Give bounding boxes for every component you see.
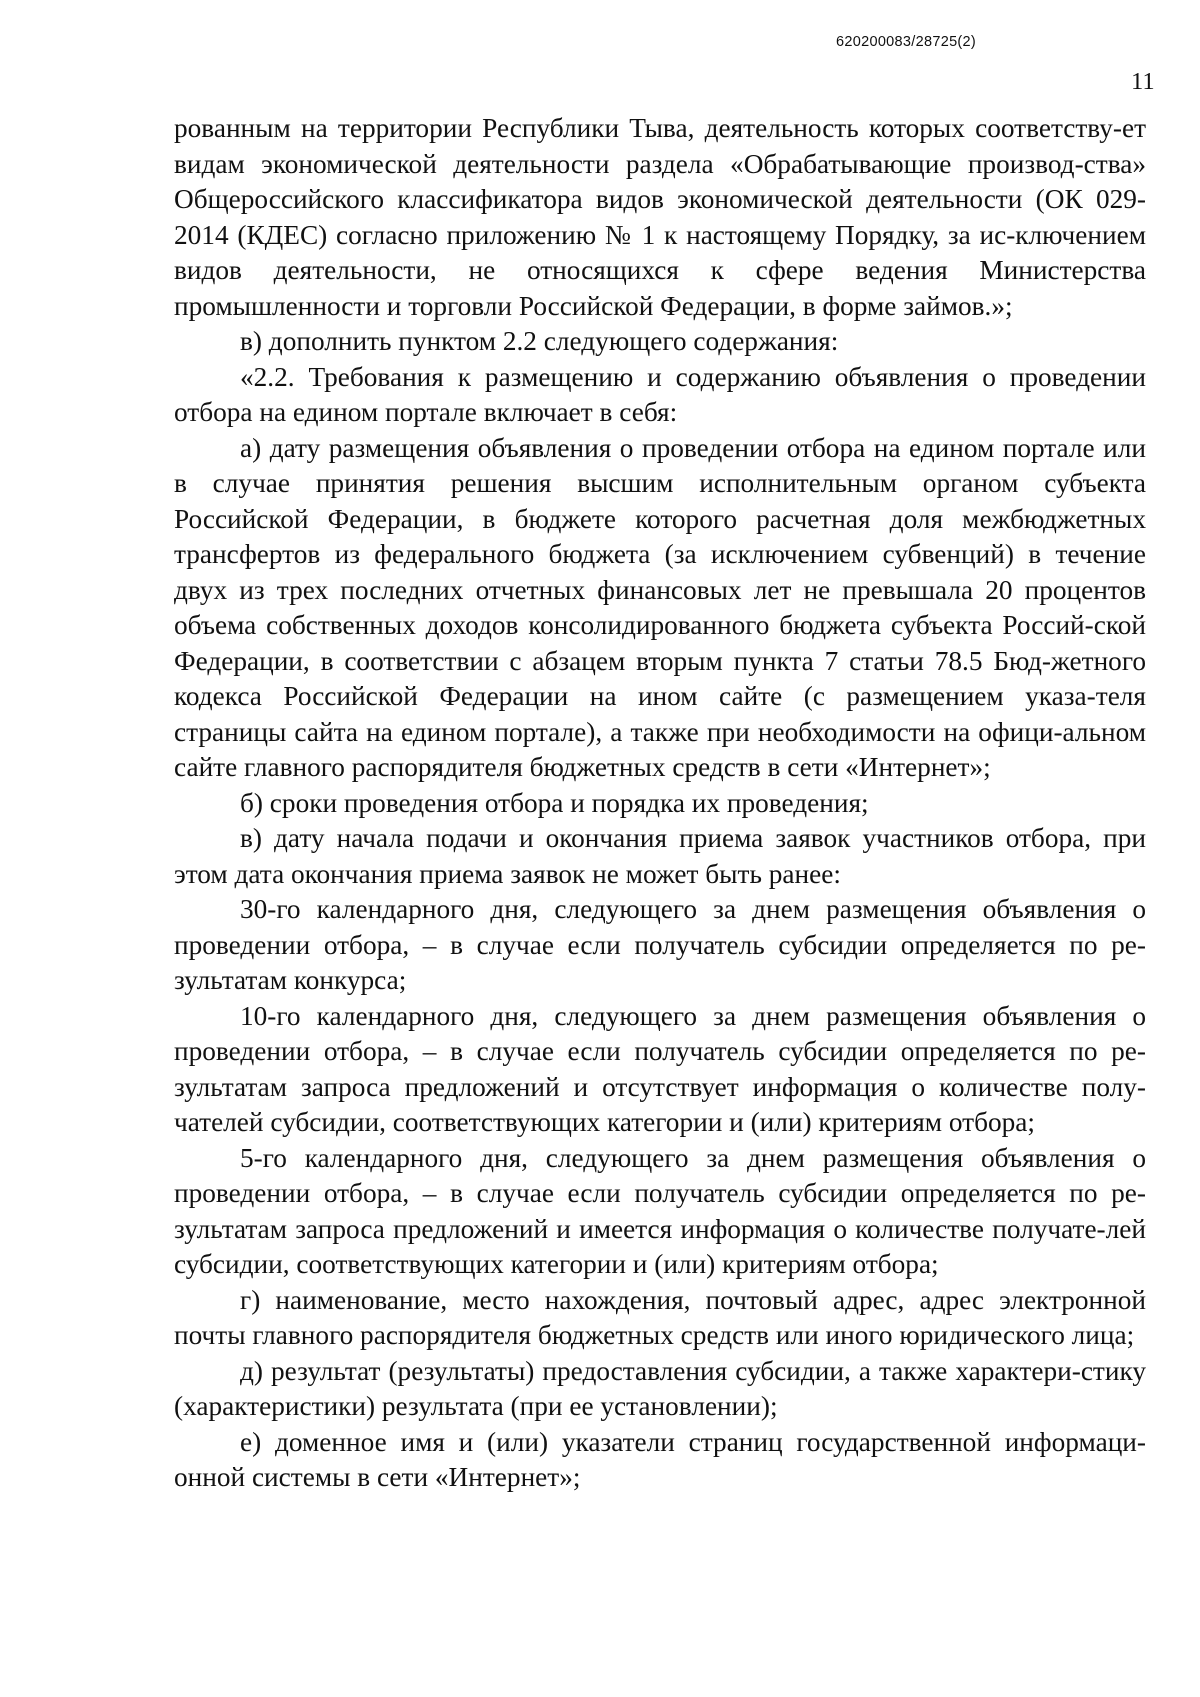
paragraph-item-d: д) результат (результаты) предоставления субсидии, а также характери-стику (характеристики) результата (при ее установлении); [174,1355,1146,1421]
paragraph-item-b: б) сроки проведения отбора и порядка их проведения; [240,787,869,818]
document-body [174,111,1146,1496]
paragraph-amendment-v: в) дополнить пунктом 2.2 следующего содержания: [240,326,839,356]
paragraph-2-2-intro: «2.2. Требования к размещению и содержанию объявления о проведении отбора на едином портале включает в себя: [174,361,1146,427]
paragraph-item-e: е) доменное имя и (или) указатели страниц государственной информаци-онной системы в сети «Интернет»; [174,1426,1146,1492]
paragraph-10-day: 10-го календарного дня, следующего за днем размещения объявления о проведении отбора, – в случае если получатель субсидии определяется по ре-зультатам запроса предложений и отсутствует информация о количестве полу-чателей субсидии, соответствующих категории и (или) критериям отбора; [174,1000,1146,1137]
document-code: 620200083/28725(2) [836,34,977,50]
paragraph-5-day: 5-го календарного дня, следующего за днем размещения объявления о проведении отбора, – в случае если получатель субсидии определяется по ре-зультатам запроса предложений и имеется информация о количестве получате-лей субсидии, соответствующих категории и (или) критериям отбора; [174,1142,1146,1279]
paragraph-item-v: в) дату начала подачи и окончания приема заявок участников отбора, при этом дата окончания приема заявок не может быть ранее: [174,823,1146,889]
paragraph-item-a: а) дату размещения объявления о проведении отбора на едином портале или в случае принятия решения высшим исполнительным органом субъекта Российской Федерации, в бюджете которого расчетная доля межбюджетных трансфертов из федерального бюджета (за исключением субвенций) в течение двух из трех последних отчетных финансовых лет не превышала 20 процентов объема собственных доходов консолидированного бюджета субъекта Россий-ской Федерации, в соответствии с абзацем вторым пункта 7 статьи 78.5 Бюд-жетного кодекса Российской Федерации на ином сайте (с размещением указа-теля страницы сайта на едином портале), а также при необходимости на офици-альном сайте главного распорядителя бюджетных средств в сети «Интернет»; [174,432,1146,782]
page-number: 11 [1131,68,1155,95]
paragraph-item-g: г) наименование, место нахождения, почтовый адрес, адрес электронной почты главного распорядителя бюджетных средств или иного юридического лица; [174,1284,1146,1350]
paragraph-continuation: рованным на территории Республики Тыва, деятельность которых соответству-ет видам экономической деятельности раздела «Обрабатывающие производ-ства» Общероссийского классификатора видов экономической деятельности (ОК 029-2014 (КДЕС) согласно приложению № 1 к настоящему Порядку, за ис-ключением видов деятельности, не относящихся к сфере ведения Министерства промышленности и торговли Российской Федерации, в форме займов.»; [174,113,1146,321]
paragraph-30-day: 30-го календарного дня, следующего за днем размещения объявления о проведении отбора, – в случае если получатель субсидии определяется по ре-зультатам конкурса; [174,894,1146,995]
